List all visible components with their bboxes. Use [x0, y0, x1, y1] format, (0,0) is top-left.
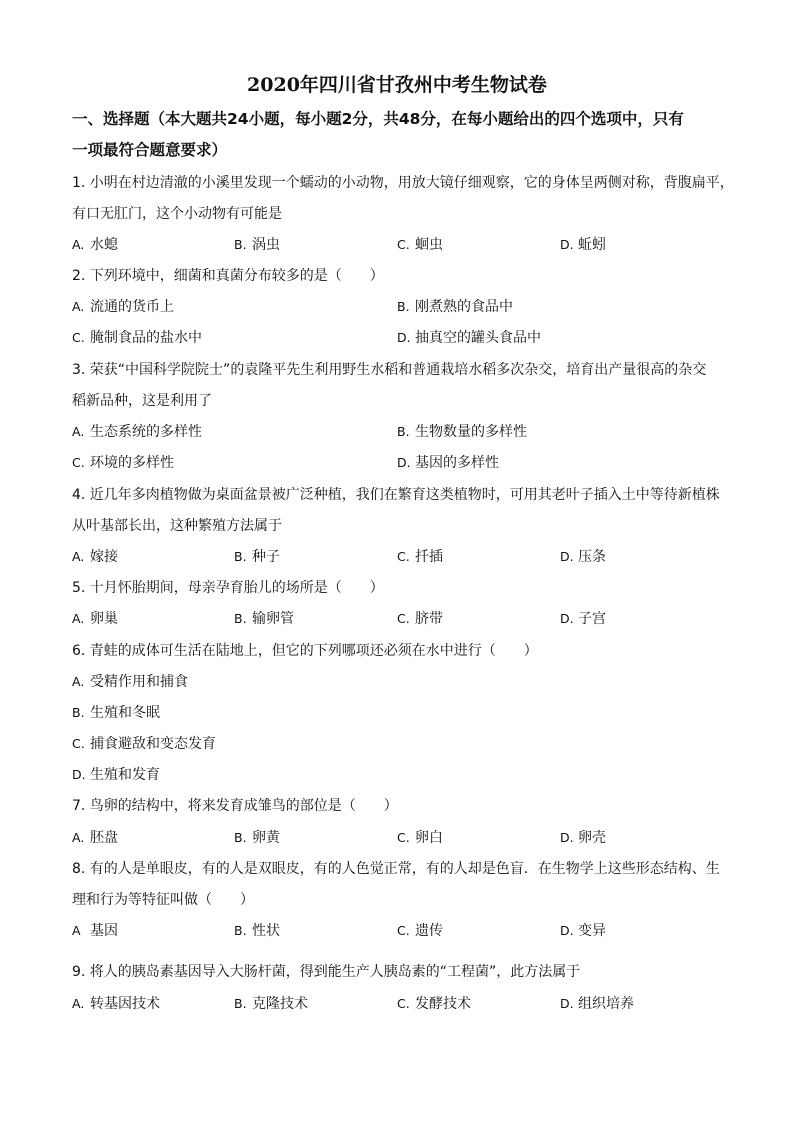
option-text: 生殖和发育 — [90, 767, 160, 783]
option-label: B. — [234, 923, 247, 938]
question-3-option-c[interactable] — [72, 452, 174, 472]
question-5-option-a[interactable] — [72, 608, 118, 628]
question-3-option-a[interactable] — [72, 421, 202, 441]
question-4-line-2: 从叶基部长出，这种繁殖方法属于 — [72, 518, 282, 534]
option-text: 卵巢 — [90, 611, 118, 627]
question-4-option-a[interactable] — [72, 546, 118, 566]
option-text: 压条 — [578, 549, 606, 565]
option-text: 生物数量的多样性 — [415, 424, 527, 440]
option-text: 抽真空的罐头食品中 — [415, 330, 541, 346]
option-text: 组织培养 — [578, 996, 634, 1012]
question-7-line-1: 7. 鸟卵的结构中，将来发育成雏鸟的部位是（ ） — [72, 798, 398, 814]
option-label: D. — [397, 330, 411, 345]
option-label: C. — [72, 455, 85, 470]
question-8-option-a[interactable] — [72, 920, 118, 940]
question-5-option-c[interactable] — [397, 608, 443, 628]
question-9-option-c[interactable] — [397, 993, 471, 1013]
option-text: 发酵技术 — [415, 996, 471, 1012]
question-6-option-d[interactable] — [72, 764, 160, 784]
option-label: B. — [234, 549, 247, 564]
question-5-option-d[interactable] — [560, 608, 606, 628]
option-label: B. — [234, 237, 247, 252]
option-text: 性状 — [252, 923, 280, 939]
option-text: 受精作用和捕食 — [90, 674, 188, 690]
option-label: D. — [560, 830, 574, 845]
option-text: 变异 — [578, 923, 606, 939]
question-4-line-1: 4. 近几年多肉植物做为桌面盆景被广泛种植，我们在繁育这类植物时，可用其老叶子插入土中等待新植株 — [72, 487, 720, 503]
question-2-option-a[interactable] — [72, 296, 174, 316]
option-label: B. — [397, 424, 410, 439]
question-8-option-c[interactable] — [397, 920, 443, 940]
question-6-line-1: 6. 青蛙的成体可生活在陆地上，但它的下列哪项还必须在水中进行（ ） — [72, 643, 538, 659]
option-text: 捕食避敌和变态发育 — [90, 736, 216, 752]
option-label: C. — [397, 923, 410, 938]
option-text: 蚯蚓 — [578, 237, 606, 253]
question-1-line-1: 1. 小明在村边清澈的小溪里发现一个蠕动的小动物，用放大镜仔细观察，它的身体呈两侧对称，背腹扁平， — [72, 175, 734, 191]
option-label: A. — [72, 674, 85, 689]
option-text: 遗传 — [415, 923, 443, 939]
question-8-line-1: 8. 有的人是单眼皮，有的人是双眼皮，有的人色觉正常，有的人却是色盲．在生物学上这些形态结构、生 — [72, 861, 720, 877]
option-label: C. — [397, 996, 410, 1011]
question-2-option-c[interactable] — [72, 327, 202, 347]
option-text: 基因的多样性 — [415, 455, 499, 471]
question-7-option-a[interactable] — [72, 827, 118, 847]
section-heading-line: 一项最符合题意要求） — [72, 141, 228, 159]
option-label: C. — [397, 549, 410, 564]
option-label: B. — [397, 299, 410, 314]
option-text: 水螅 — [90, 237, 118, 253]
option-label: A. — [72, 299, 85, 314]
question-6-option-b[interactable] — [72, 702, 160, 722]
option-label: B. — [72, 705, 85, 720]
option-label: D. — [560, 923, 574, 938]
question-8-option-d[interactable] — [560, 920, 606, 940]
option-label: A — [72, 923, 81, 938]
option-label: A. — [72, 549, 85, 564]
section-heading — [72, 104, 732, 166]
page-title: 2020年四川省甘孜州中考生物试卷 — [247, 74, 547, 96]
option-text: 卵黄 — [252, 830, 280, 846]
option-label: D. — [560, 611, 574, 626]
question-3-line-1: 3. 荣获“中国科学院院士”的袁隆平先生利用野生水稻和普通栽培水稻多次杂交，培育出产量很高的杂交 — [72, 362, 707, 378]
option-text: 克隆技术 — [252, 996, 308, 1012]
option-text: 输卵管 — [252, 611, 294, 627]
question-7-option-c[interactable] — [397, 827, 443, 847]
option-text: 转基因技术 — [90, 996, 160, 1012]
option-label: D. — [560, 237, 574, 252]
option-text: 生态系统的多样性 — [90, 424, 202, 440]
option-label: C. — [397, 237, 410, 252]
question-5-option-b[interactable] — [234, 608, 294, 628]
question-1-option-b[interactable] — [234, 234, 280, 254]
question-5-line-1: 5. 十月怀胎期间，母亲孕育胎儿的场所是（ ） — [72, 580, 384, 596]
option-text: 卵壳 — [578, 830, 606, 846]
option-text: 扦插 — [415, 549, 443, 565]
option-text: 蛔虫 — [415, 237, 443, 253]
option-label: C. — [72, 736, 85, 751]
option-text: 刚煮熟的食品中 — [415, 299, 513, 315]
question-1-option-a[interactable] — [72, 234, 118, 254]
option-label: B. — [234, 830, 247, 845]
question-9-option-a[interactable] — [72, 993, 160, 1013]
option-label: C. — [397, 830, 410, 845]
question-8-option-b[interactable] — [234, 920, 280, 940]
option-text: 流通的货币上 — [90, 299, 174, 315]
question-4-option-b[interactable] — [234, 546, 280, 566]
question-7-option-b[interactable] — [234, 827, 280, 847]
question-3-option-d[interactable] — [397, 452, 499, 472]
option-label: B. — [234, 611, 247, 626]
option-label: A. — [72, 830, 85, 845]
option-label: B. — [234, 996, 247, 1011]
option-text: 涡虫 — [252, 237, 280, 253]
question-4-option-d[interactable] — [560, 546, 606, 566]
section-heading-line: 一、选择题（本大题共24小题，每小题2分，共48分，在每小题给出的四个选项中，只有 — [72, 110, 684, 128]
question-1-option-d[interactable] — [560, 234, 606, 254]
question-8-line-2: 理和行为等特征叫做（ ） — [72, 892, 254, 908]
option-text: 卵白 — [415, 830, 443, 846]
option-text: 种子 — [252, 549, 280, 565]
question-1-line-2: 有口无肛门，这个小动物有可能是 — [72, 206, 282, 222]
option-label: A. — [72, 424, 85, 439]
question-2-option-d[interactable] — [397, 327, 541, 347]
option-text: 基因 — [90, 923, 118, 939]
question-2-option-b[interactable] — [397, 296, 513, 316]
option-label: C. — [72, 330, 85, 345]
question-9-line-1: 9. 将人的胰岛素基因导入大肠杆菌，得到能生产人胰岛素的“工程菌”，此方法属于 — [72, 964, 581, 980]
option-text: 生殖和冬眠 — [90, 705, 160, 721]
option-text: 环境的多样性 — [90, 455, 174, 471]
option-text: 嫁接 — [90, 549, 118, 565]
question-4-option-c[interactable] — [397, 546, 443, 566]
option-label: A. — [72, 237, 85, 252]
question-2-line-1: 2. 下列环境中，细菌和真菌分布较多的是（ ） — [72, 268, 384, 284]
option-label: D. — [560, 996, 574, 1011]
question-7-option-d[interactable] — [560, 827, 606, 847]
question-3-line-2: 稻新品种，这是利用了 — [72, 393, 212, 409]
option-label: D. — [397, 455, 411, 470]
option-text: 子宫 — [578, 611, 606, 627]
option-text: 腌制食品的盐水中 — [90, 330, 202, 346]
option-label: A. — [72, 611, 85, 626]
question-1-option-c[interactable] — [397, 234, 443, 254]
question-9-option-b[interactable] — [234, 993, 308, 1013]
option-label: D. — [72, 767, 86, 782]
option-text: 脐带 — [415, 611, 443, 627]
option-text: 胚盘 — [90, 830, 118, 846]
question-6-option-c[interactable] — [72, 733, 216, 753]
option-label: A. — [72, 996, 85, 1011]
question-9-option-d[interactable] — [560, 993, 634, 1013]
question-6-option-a[interactable] — [72, 671, 188, 691]
option-label: D. — [560, 549, 574, 564]
option-label: C. — [397, 611, 410, 626]
question-3-option-b[interactable] — [397, 421, 527, 441]
